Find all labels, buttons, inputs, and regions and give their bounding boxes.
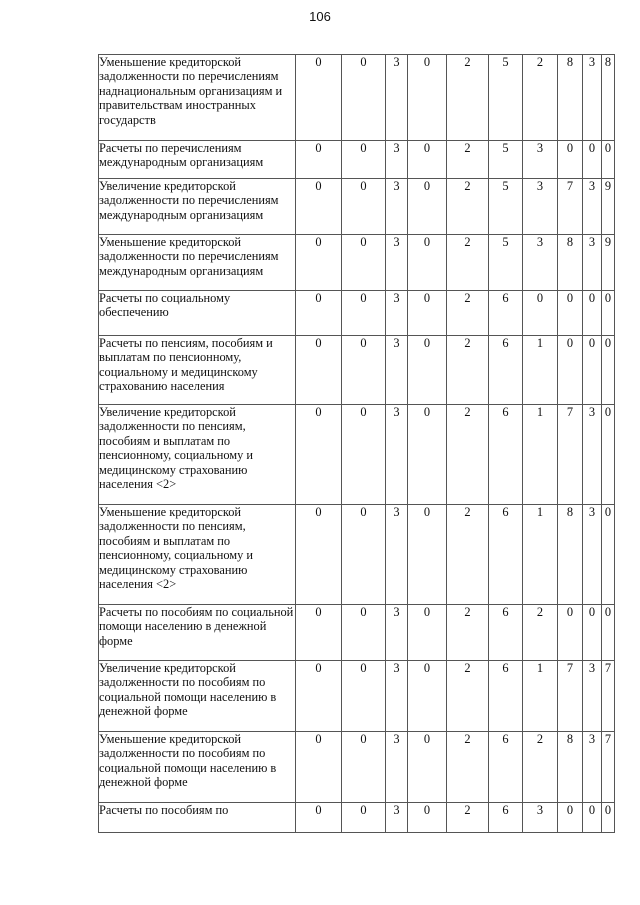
code-digit: 9 [602, 179, 615, 235]
code-digit: 0 [408, 803, 447, 833]
code-digit: 5 [489, 179, 523, 235]
code-digit: 2 [447, 336, 489, 405]
row-name: Расчеты по перечислениям международным организациям [99, 141, 296, 179]
code-digit: 6 [489, 605, 523, 661]
code-digit: 0 [558, 336, 583, 405]
code-digit: 3 [386, 605, 408, 661]
code-digit: 2 [447, 235, 489, 291]
code-digit: 0 [408, 605, 447, 661]
code-digit: 0 [408, 291, 447, 336]
code-digit: 0 [296, 405, 342, 505]
code-digit: 0 [342, 661, 386, 732]
code-digit: 8 [558, 732, 583, 803]
code-digit: 0 [558, 605, 583, 661]
code-digit: 3 [583, 732, 602, 803]
code-digit: 0 [296, 803, 342, 833]
code-digit: 6 [489, 336, 523, 405]
code-digit: 3 [386, 55, 408, 141]
code-digit: 0 [602, 405, 615, 505]
table-row [99, 505, 615, 605]
page-number: 106 [309, 9, 331, 24]
row-name: Расчеты по пособиям по социальной помощи населению в денежной форме [99, 605, 296, 661]
row-name: Расчеты по пособиям по [99, 803, 296, 833]
code-digit: 5 [489, 235, 523, 291]
account-codes-table [98, 54, 615, 833]
code-digit: 0 [558, 803, 583, 833]
code-digit: 3 [583, 505, 602, 605]
code-digit: 0 [558, 291, 583, 336]
code-digit: 5 [489, 141, 523, 179]
code-digit: 1 [523, 336, 558, 405]
row-name: Уменьшение кредиторской задолженности по пенсиям, пособиям и выплатам по пенсионному, социальному и медицинскому страхованию населения <2> [99, 505, 296, 605]
code-digit: 0 [296, 141, 342, 179]
code-digit: 0 [342, 505, 386, 605]
code-digit: 7 [602, 661, 615, 732]
code-digit: 0 [342, 803, 386, 833]
code-digit: 7 [558, 179, 583, 235]
code-digit: 0 [523, 291, 558, 336]
code-digit: 3 [386, 291, 408, 336]
code-digit: 2 [523, 605, 558, 661]
code-digit: 0 [342, 291, 386, 336]
row-name: Увеличение кредиторской задолженности по пенсиям, пособиям и выплатам по пенсионному, социальному и медицинскому страхованию населения <2> [99, 405, 296, 505]
code-digit: 7 [558, 661, 583, 732]
code-digit: 3 [583, 405, 602, 505]
code-digit: 0 [583, 141, 602, 179]
code-digit: 3 [386, 505, 408, 605]
code-digit: 0 [602, 505, 615, 605]
table-row [99, 141, 615, 179]
code-digit: 3 [386, 141, 408, 179]
row-name: Уменьшение кредиторской задолженности по перечислениям международным организациям [99, 235, 296, 291]
code-digit: 0 [342, 141, 386, 179]
code-digit: 5 [489, 55, 523, 141]
code-digit: 2 [447, 291, 489, 336]
code-digit: 3 [386, 405, 408, 505]
code-digit: 7 [558, 405, 583, 505]
code-digit: 3 [386, 732, 408, 803]
code-digit: 0 [408, 55, 447, 141]
code-digit: 3 [523, 141, 558, 179]
code-digit: 0 [342, 605, 386, 661]
code-digit: 2 [523, 732, 558, 803]
code-digit: 0 [408, 732, 447, 803]
code-digit: 0 [602, 605, 615, 661]
code-digit: 0 [296, 336, 342, 405]
code-digit: 6 [489, 405, 523, 505]
code-digit: 3 [386, 179, 408, 235]
code-digit: 0 [296, 55, 342, 141]
code-digit: 3 [583, 235, 602, 291]
row-name: Увеличение кредиторской задолженности по пособиям по социальной помощи населению в денежной форме [99, 661, 296, 732]
code-digit: 8 [558, 55, 583, 141]
code-digit: 0 [602, 141, 615, 179]
code-digit: 0 [296, 661, 342, 732]
code-digit: 0 [296, 235, 342, 291]
code-digit: 0 [602, 291, 615, 336]
code-digit: 3 [386, 803, 408, 833]
code-digit: 0 [296, 732, 342, 803]
code-digit: 2 [447, 55, 489, 141]
code-digit: 0 [602, 803, 615, 833]
code-digit: 6 [489, 803, 523, 833]
code-digit: 2 [447, 661, 489, 732]
code-digit: 1 [523, 661, 558, 732]
code-digit: 0 [408, 235, 447, 291]
code-digit: 0 [342, 55, 386, 141]
table-row [99, 405, 615, 505]
row-name: Увеличение кредиторской задолженности по перечислениям международным организациям [99, 179, 296, 235]
code-digit: 3 [583, 179, 602, 235]
code-digit: 0 [342, 732, 386, 803]
code-digit: 2 [447, 605, 489, 661]
code-digit: 0 [342, 336, 386, 405]
code-digit: 9 [602, 235, 615, 291]
code-digit: 0 [408, 179, 447, 235]
code-digit: 0 [296, 605, 342, 661]
table-row [99, 661, 615, 732]
code-digit: 0 [408, 141, 447, 179]
code-digit: 2 [447, 732, 489, 803]
row-name: Расчеты по социальному обеспечению [99, 291, 296, 336]
code-digit: 2 [447, 179, 489, 235]
code-digit: 2 [523, 55, 558, 141]
table-row [99, 803, 615, 833]
code-digit: 3 [523, 179, 558, 235]
table-row [99, 605, 615, 661]
table-row [99, 235, 615, 291]
code-digit: 0 [342, 235, 386, 291]
table-row [99, 336, 615, 405]
code-digit: 0 [296, 505, 342, 605]
code-digit: 0 [583, 336, 602, 405]
code-digit: 2 [447, 803, 489, 833]
code-digit: 0 [296, 291, 342, 336]
code-digit: 0 [602, 336, 615, 405]
row-name: Уменьшение кредиторской задолженности по перечислениям наднациональным организациям и правительствам иностранных государств [99, 55, 296, 141]
code-digit: 8 [558, 235, 583, 291]
code-digit: 1 [523, 405, 558, 505]
code-digit: 6 [489, 505, 523, 605]
code-digit: 6 [489, 661, 523, 732]
code-digit: 3 [523, 235, 558, 291]
code-digit: 0 [342, 179, 386, 235]
code-digit: 3 [583, 661, 602, 732]
table-row [99, 179, 615, 235]
code-digit: 0 [408, 661, 447, 732]
code-digit: 2 [447, 505, 489, 605]
code-digit: 3 [583, 55, 602, 141]
code-digit: 0 [342, 405, 386, 505]
table-row [99, 291, 615, 336]
row-name: Уменьшение кредиторской задолженности по пособиям по социальной помощи населению в денежной форме [99, 732, 296, 803]
code-digit: 1 [523, 505, 558, 605]
code-digit: 2 [447, 405, 489, 505]
code-digit: 6 [489, 291, 523, 336]
code-digit: 0 [408, 505, 447, 605]
row-name: Расчеты по пенсиям, пособиям и выплатам по пенсионному, социальному и медицинскому страхованию населения [99, 336, 296, 405]
code-digit: 2 [447, 141, 489, 179]
code-digit: 3 [386, 235, 408, 291]
code-digit: 0 [558, 141, 583, 179]
code-digit: 0 [583, 803, 602, 833]
code-digit: 6 [489, 732, 523, 803]
code-digit: 0 [408, 336, 447, 405]
table-row [99, 732, 615, 803]
code-digit: 3 [523, 803, 558, 833]
code-digit: 0 [583, 291, 602, 336]
code-digit: 3 [386, 661, 408, 732]
table-row [99, 55, 615, 141]
code-digit: 8 [602, 55, 615, 141]
code-digit: 0 [296, 179, 342, 235]
code-digit: 0 [408, 405, 447, 505]
code-digit: 7 [602, 732, 615, 803]
code-digit: 3 [386, 336, 408, 405]
code-digit: 8 [558, 505, 583, 605]
code-digit: 0 [583, 605, 602, 661]
